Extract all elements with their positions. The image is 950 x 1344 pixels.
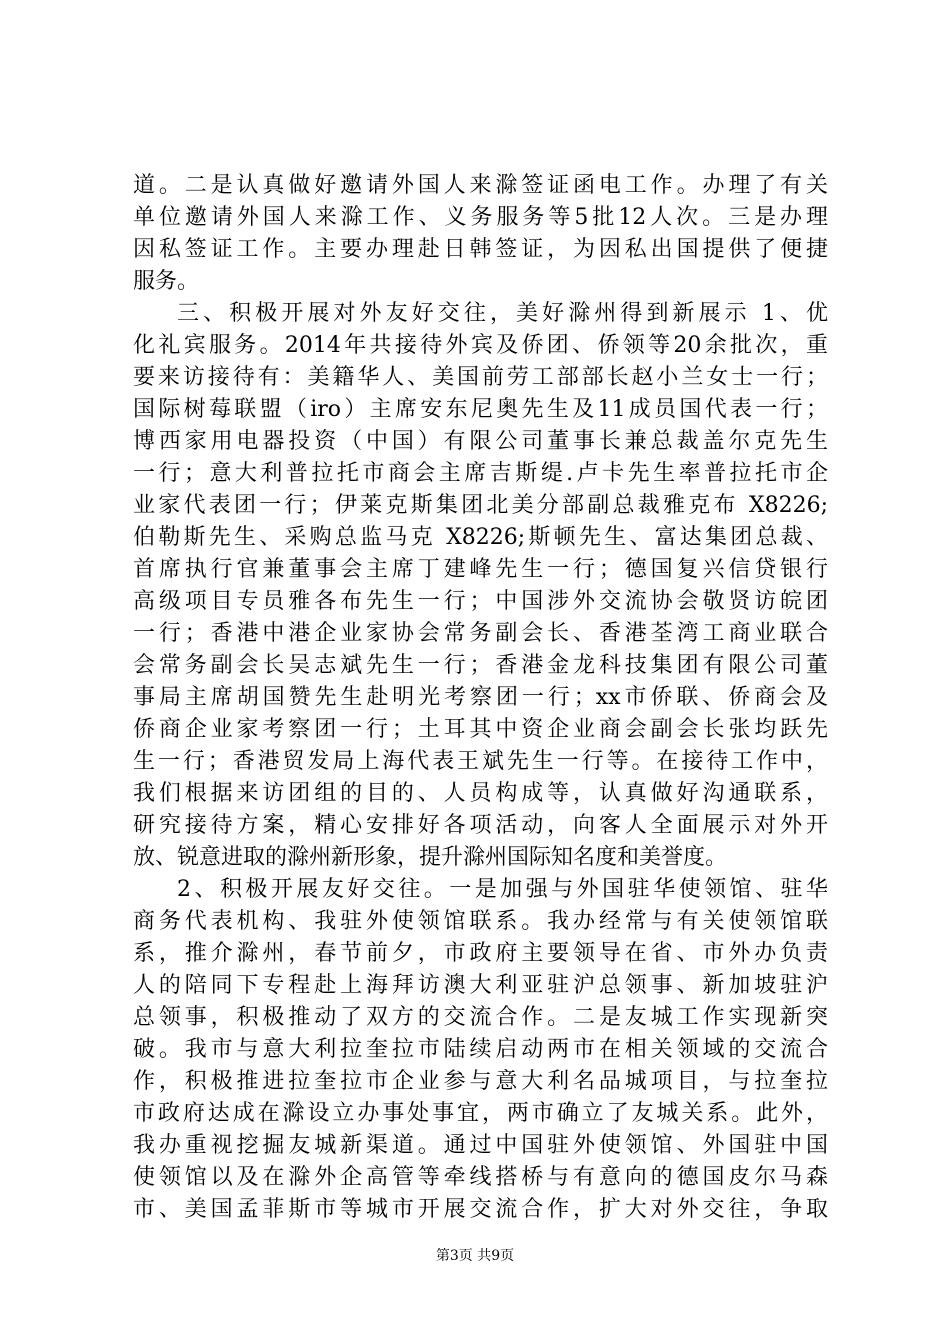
text-line: 使领馆以及在滁外企高管等牵线搭桥与有意向的德国皮尔马森 [133,1165,828,1190]
text-line: 一行；意大利普拉托市商会主席吉斯缇.卢卡先生率普拉托市企 [133,461,828,486]
text-line: 系，推介滁州，春节前夕，市政府主要领导在省、市外办负责 [133,941,828,966]
text-line: 伯勒斯先生、采购总监马克 X8226;斯顿先生、富达集团总裁、 [133,525,828,550]
paragraph-start-line: 2、积极开展友好交往。一是加强与外国驻华使领馆、驻华 [177,877,828,902]
text-line: 我们根据来访团组的目的、人员构成等，认真做好沟通联系， [133,781,828,806]
text-line: 单位邀请外国人来滁工作、义务服务等5批12人次。三是办理 [133,205,828,230]
text-line: 侨商企业家考察团一行；土耳其中资企业商会副会长张均跃先 [133,717,828,742]
text-line: 我办重视挖掘友城新渠道。通过中国驻外使领馆、外国驻中国 [133,1133,828,1158]
text-line: 国际树莓联盟（iro）主席安东尼奥先生及11成员国代表一行； [133,397,828,422]
text-line: 人的陪同下专程赴上海拜访澳大利亚驻沪总领事、新加坡驻沪 [133,973,828,998]
text-line: 要来访接待有：美籍华人、美国前劳工部部长赵小兰女士一行； [133,365,828,390]
text-line: 因私签证工作。主要办理赴日韩签证，为因私出国提供了便捷 [133,237,828,262]
text-line: 商务代表机构、我驻外使领馆联系。我办经常与有关使领馆联 [133,909,828,934]
page-footer [0,1246,950,1266]
text-line: 总领事，积极推动了双方的交流合作。二是友城工作实现新突 [133,1005,828,1030]
text-line: 高级项目专员雅各布先生一行；中国涉外交流协会敬贤访皖团 [133,589,828,614]
text-line: 事局主席胡国赞先生赴明光考察团一行；xx市侨联、侨商会及 [133,685,828,710]
text-line: 首席执行官兼董事会主席丁建峰先生一行；德国复兴信贷银行 [133,557,828,582]
page-number: 第3页 共9页 [435,1248,515,1264]
text-line: 破。我市与意大利拉奎拉市陆续启动两市在相关领域的交流合 [133,1037,828,1062]
text-line: 市政府达成在滁设立办事处事宜，两市确立了友城关系。此外， [133,1101,828,1126]
text-line: 业家代表团一行；伊莱克斯集团北美分部副总裁雅克布 X8226; [133,493,828,518]
text-line: 道。二是认真做好邀请外国人来滁签证函电工作。办理了有关 [133,173,828,198]
text-line: 生一行；香港贸发局上海代表王斌先生一行等。在接待工作中， [133,749,828,774]
text-line: 博西家用电器投资（中国）有限公司董事长兼总裁盖尔克先生 [133,429,828,454]
text-line: 服务。 [133,269,200,294]
text-line: 作，积极推进拉奎拉市企业参与意大利名品城项目，与拉奎拉 [133,1069,828,1094]
paragraph-start-line: 三、积极开展对外友好交往，美好滁州得到新展示 1、优 [177,301,828,326]
text-line: 放、锐意进取的滁州新形象，提升滁州国际知名度和美誉度。 [133,845,728,870]
text-line: 化礼宾服务。2014年共接待外宾及侨团、侨领等20余批次，重 [133,333,828,358]
text-line: 一行；香港中港企业家协会常务副会长、香港荃湾工商业联合 [133,621,828,646]
text-line: 研究接待方案，精心安排好各项活动，向客人全面展示对外开 [133,813,828,838]
text-line: 会常务副会长吴志斌先生一行；香港金龙科技集团有限公司董 [133,653,828,678]
text-line: 市、美国孟菲斯市等城市开展交流合作，扩大对外交往，争取 [133,1197,828,1222]
body-text [133,170,828,1226]
